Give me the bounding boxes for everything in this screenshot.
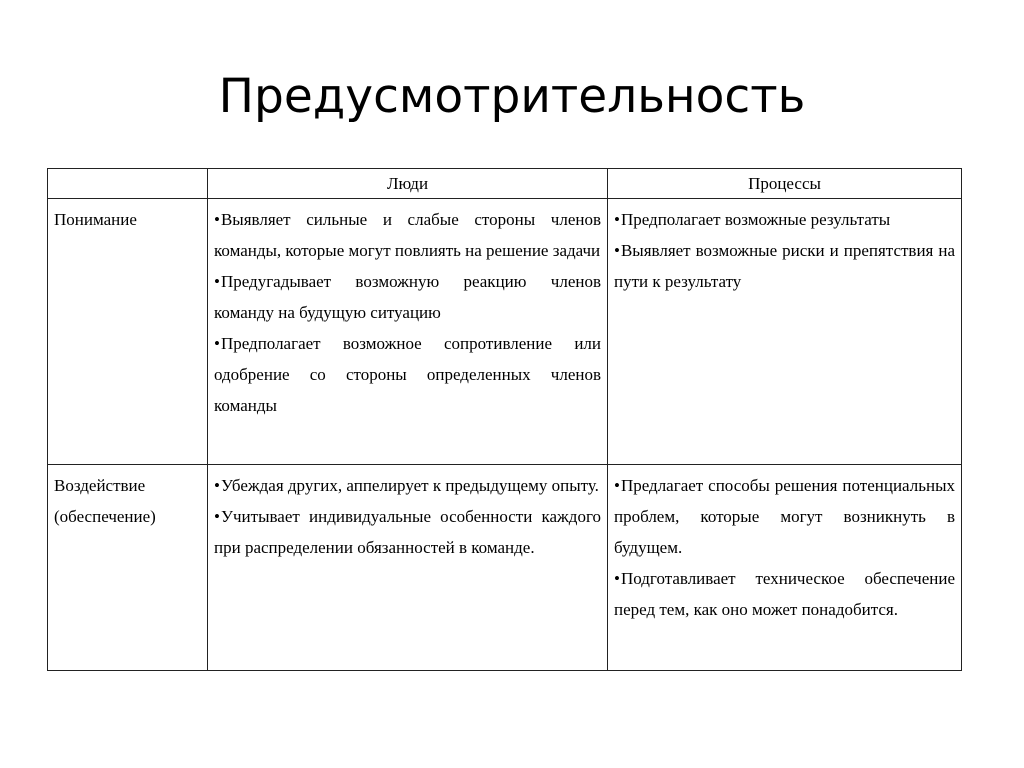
- bullet-icon: •: [214, 334, 220, 353]
- table-row-impact: [48, 465, 962, 671]
- bullet-item: [214, 204, 601, 266]
- bullet-item: [614, 470, 955, 563]
- header-processes: Процессы: [608, 169, 962, 199]
- bullet-text: Предлагает способы решения потенциальных проблем, которые могут возникнуть в будущем.: [614, 476, 955, 557]
- bullet-item: [214, 470, 601, 501]
- impact-processes-cell: [608, 465, 962, 671]
- understanding-people-cell: [208, 199, 608, 465]
- bullet-text: Подготавливает техническое обеспечение перед тем, как оно может понадобится.: [614, 569, 955, 619]
- bullet-item: [214, 501, 601, 563]
- bullet-item: [614, 235, 955, 297]
- table-row-understanding: [48, 199, 962, 465]
- table-header-row: [48, 169, 962, 199]
- bullet-text: Предугадывает возможную реакцию членов команду на будущую ситуацию: [214, 272, 601, 322]
- bullet-item: [214, 328, 601, 421]
- impact-people-cell: [208, 465, 608, 671]
- bullet-text: Учитывает индивидуальные особенности каждого при распределении обязанностей в команде.: [214, 507, 601, 557]
- bullet-text: Предполагает возможное сопротивление или одобрение со стороны определенных членов команды: [214, 334, 601, 415]
- foresight-table: [47, 168, 962, 671]
- bullet-text: Выявляет сильные и слабые стороны членов команды, которые могут повлиять на решение задачи: [214, 210, 601, 260]
- bullet-icon: •: [214, 476, 220, 495]
- bullet-icon: •: [614, 476, 620, 495]
- bullet-icon: •: [214, 272, 220, 291]
- bullet-icon: •: [214, 210, 220, 229]
- bullet-item: [614, 563, 955, 625]
- bullet-text: Убеждая других, аппелирует к предыдущему опыту.: [220, 476, 599, 495]
- bullet-item: [214, 266, 601, 328]
- slide-title: Предусмотрительность: [218, 69, 806, 124]
- bullet-icon: •: [614, 569, 620, 588]
- bullet-icon: •: [614, 210, 620, 229]
- row-label-impact: Воздействие (обеспечение): [48, 465, 208, 671]
- bullet-icon: •: [614, 241, 620, 260]
- understanding-processes-cell: [608, 199, 962, 465]
- header-empty-cell: [48, 169, 208, 199]
- bullet-text: Предполагает возможные результаты: [620, 210, 891, 229]
- bullet-item: [614, 204, 955, 235]
- bullet-text: Выявляет возможные риски и препятствия на пути к результату: [614, 241, 955, 291]
- header-people: Люди: [208, 169, 608, 199]
- row-label-understanding: Понимание: [48, 199, 208, 465]
- bullet-icon: •: [214, 507, 220, 526]
